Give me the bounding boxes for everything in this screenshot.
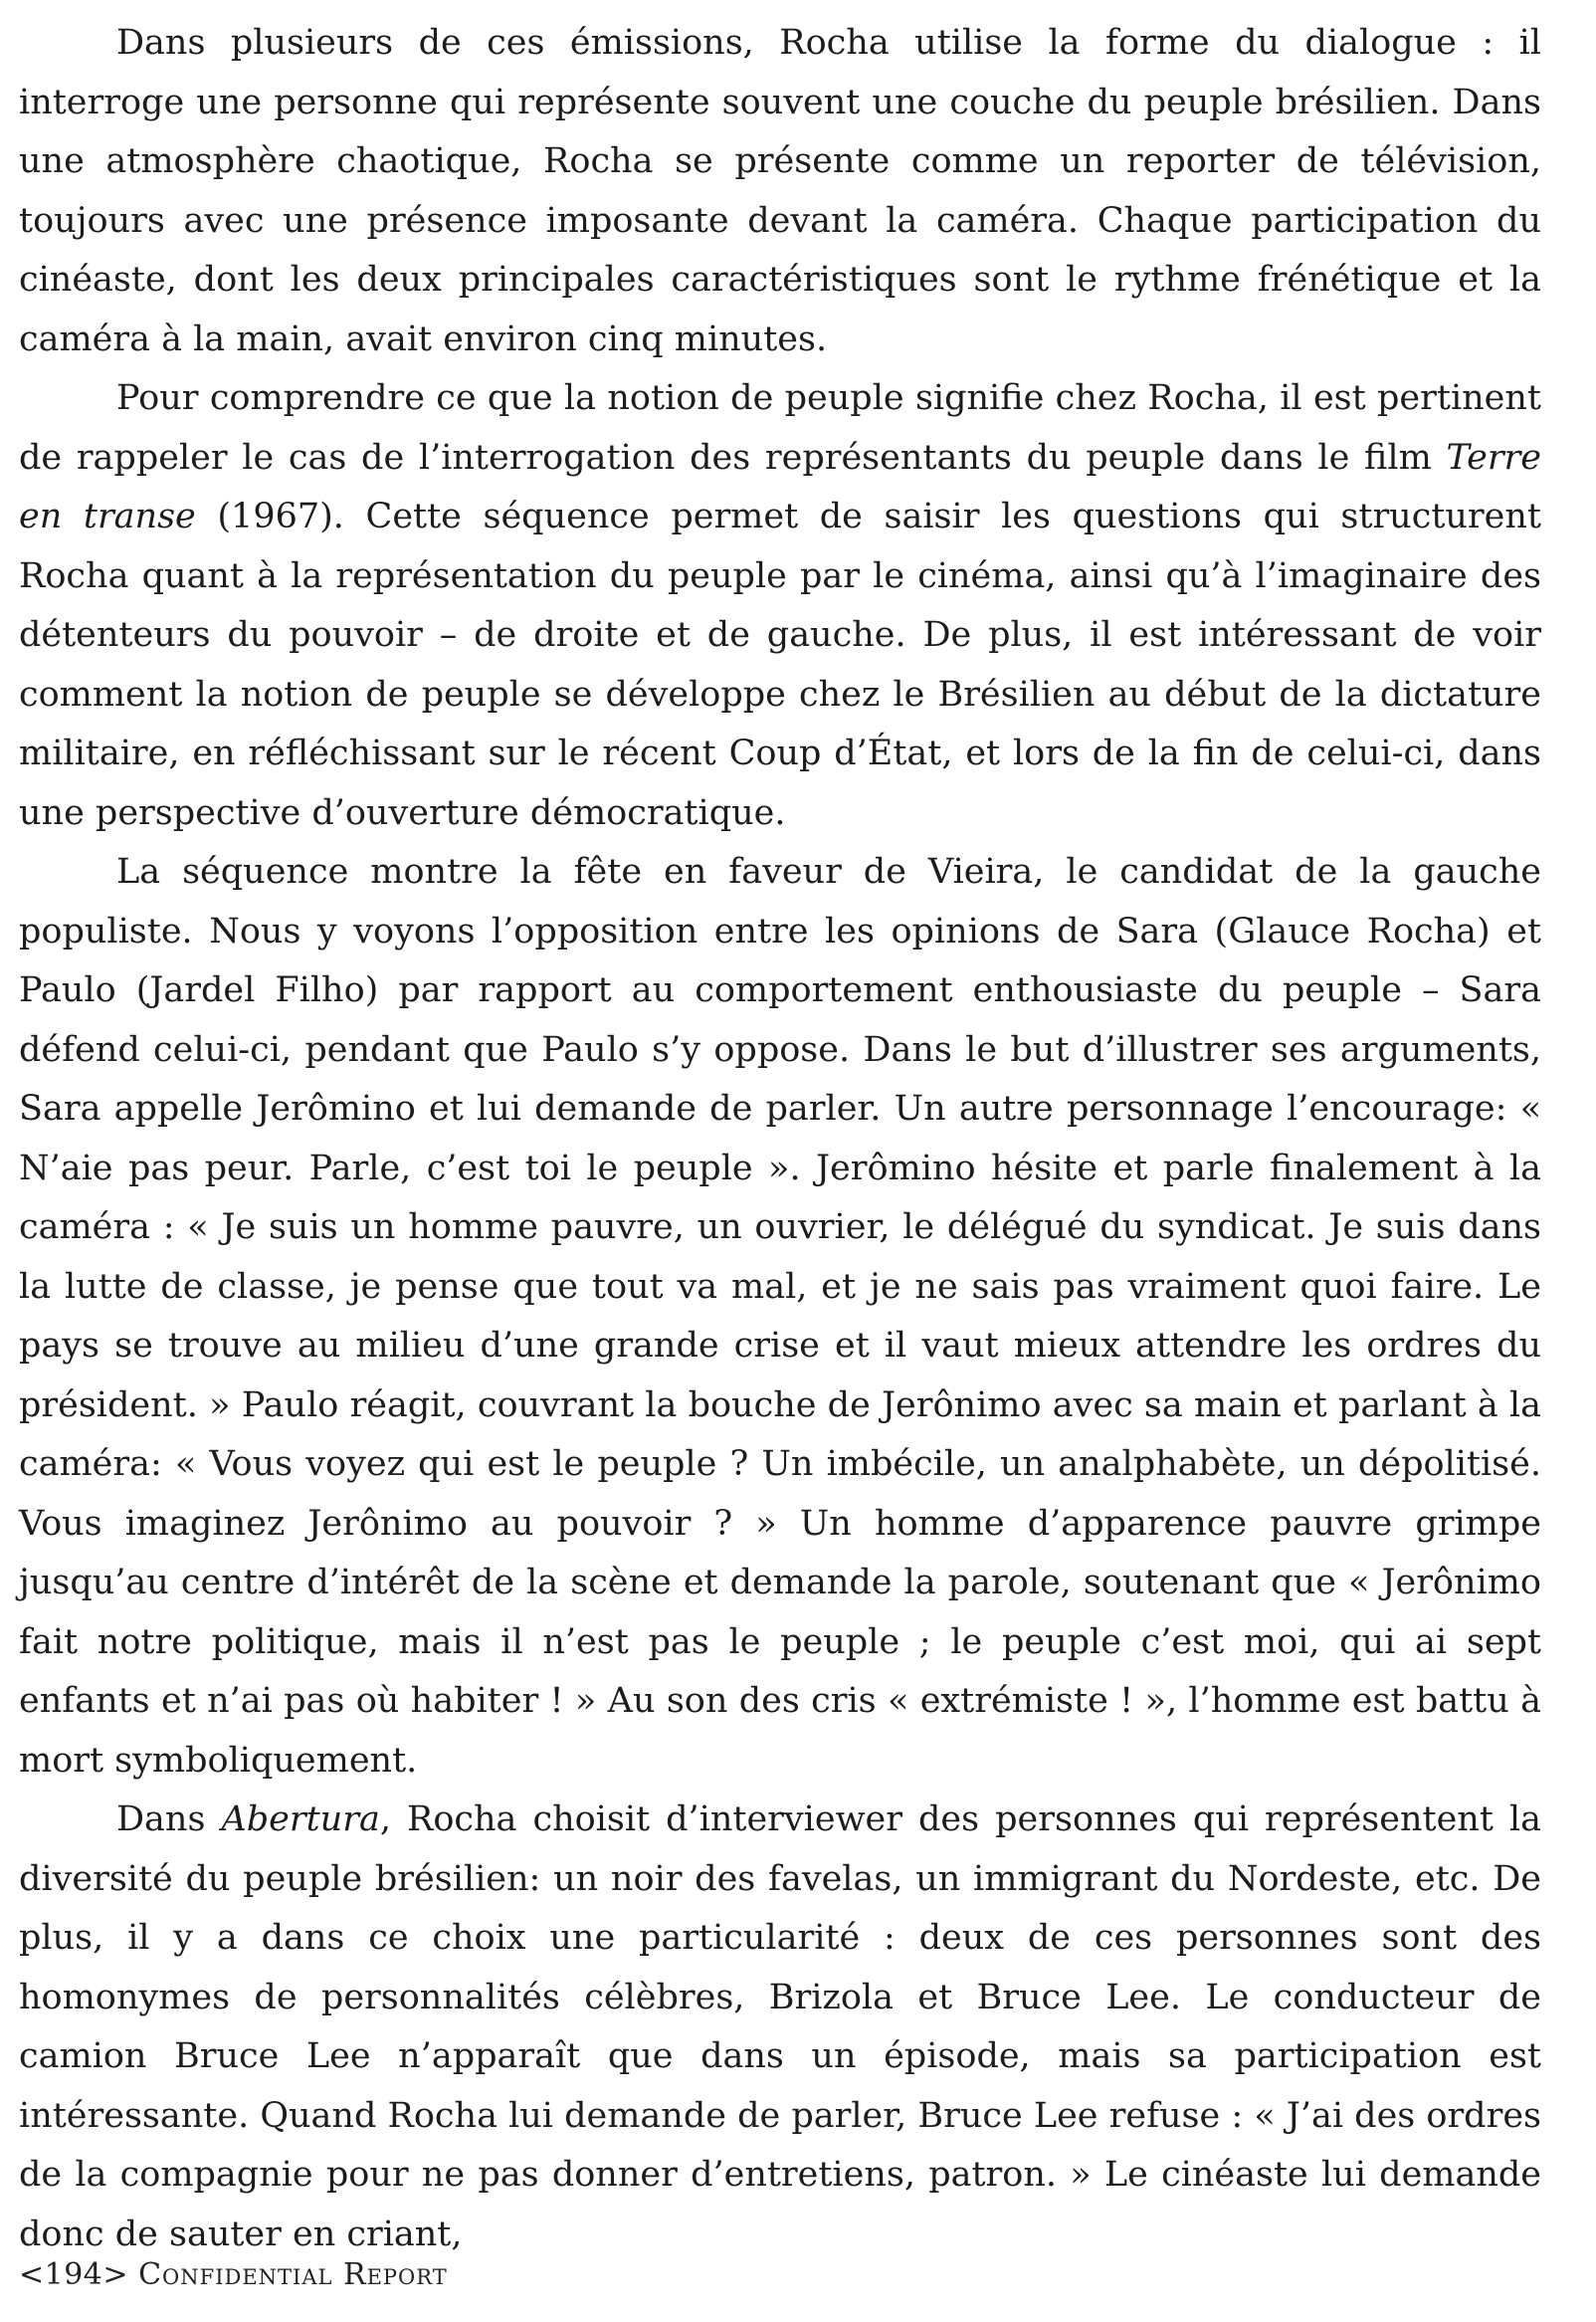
paragraph-4: [19, 1791, 1541, 2264]
paragraph-2-text-a: Pour comprendre ce que la notion de peuple signifie chez Rocha, il est pertinent de rappeler le cas de l’interrogation des représentants du peuple dans le film: [19, 378, 1541, 478]
paragraph-1-text: Dans plusieurs de ces émissions, Rocha utilise la forme du dialogue : il interroge une personne qui représente souvent une couche du peuple brésilien. Dans une atmosphère chaotique, Rocha se présente comme un reporter de télévision, toujours avec une présence imposante devant la caméra. Chaque participation du cinéaste, dont les deux principales caractéristiques sont le rythme frénétique et la caméra à la main, avait environ cinq minutes.: [19, 23, 1541, 359]
running-title: Confidential Report: [138, 2257, 448, 2292]
paragraph-2-text-b: (1967). Cette séquence permet de saisir les questions qui structurent Rocha quant à la représentation du peuple par le cinéma, ainsi qu’à l’imaginaire des détenteurs du pouvoir – de droite et de gauche. De plus, il est intéressant de voir comment la notion de peuple se développe chez le Brésilien au début de la dictature militaire, en réfléchissant sur le récent Coup d’État, et lors de la fin de celui-ci, dans une perspective d’ouverture démocratique.: [19, 497, 1541, 833]
paragraph-4-text-a: Dans: [116, 1799, 222, 1839]
program-title-abertura: Abertura: [221, 1799, 380, 1839]
paragraph-4-text-b: , Rocha choisit d’interviewer des personnes qui représentent la diversité du peuple brésilien: un noir des favelas, un immigrant du Nordeste, etc. De plus, il y a dans ce choix une particularité : deux de ces personnes sont des homonymes de personnalités célèbres, Brizola et Bruce Lee. Le conducteur de camion Bruce Lee n’apparaît que dans un épisode, mais sa participation est intéressante. Quand Rocha lui demande de parler, Bruce Lee refuse : « J’ai des ordres de la compagnie pour ne pas donner d’entretiens, patron. » Le cinéaste lui demande donc de sauter en criant,: [19, 1799, 1541, 2254]
film-title-terre-en-transe: Terre en transe: [19, 437, 1541, 536]
paragraph-3: [19, 843, 1541, 1791]
paragraph-2: [19, 369, 1541, 843]
page-footer: [19, 2257, 448, 2292]
body-text: [19, 14, 1541, 2264]
page-number: <194>: [19, 2257, 129, 2292]
paragraph-1: [19, 14, 1541, 369]
paragraph-3-text: La séquence montre la fête en faveur de Vieira, le candidat de la gauche populiste. Nous y voyons l’opposition entre les opinions de Sara (Glauce Rocha) et Paulo (Jardel Filho) par rapport au comportement enthousiaste du peuple – Sara défend celui-ci, pendant que Paulo s’y oppose. Dans le but d’illustrer ses arguments, Sara appelle Jerômino et lui demande de parler. Un autre personnage l’encourage: « N’aie pas peur. Parle, c’est toi le peuple ». Jerômino hésite et parle finalement à la caméra : « Je suis un homme pauvre, un ouvrier, le délégué du syndicat. Je suis dans la lutte de classe, je pense que tout va mal, et je ne sais pas vraiment quoi faire. Le pays se trouve au milieu d’une grande crise et il vaut mieux attendre les ordres du président. » Paulo réagit, couvrant la bouche de Jerônimo avec sa main et parlant à la caméra: « Vous voyez qui est le peuple ? Un imbécile, un analphabète, un dépolitisé. Vous imaginez Jerônimo au pouvoir ? » Un homme d’apparence pauvre grimpe jusqu’au centre d’intérêt de la scène et demande la parole, soutenant que « Jerônimo fait notre politique, mais il n’est pas le peuple ; le peuple c’est moi, qui ai sept enfants et n’ai pas où habiter ! » Au son des cris « extrémiste ! », l’homme est battu à mort symboliquement.: [19, 852, 1541, 1781]
